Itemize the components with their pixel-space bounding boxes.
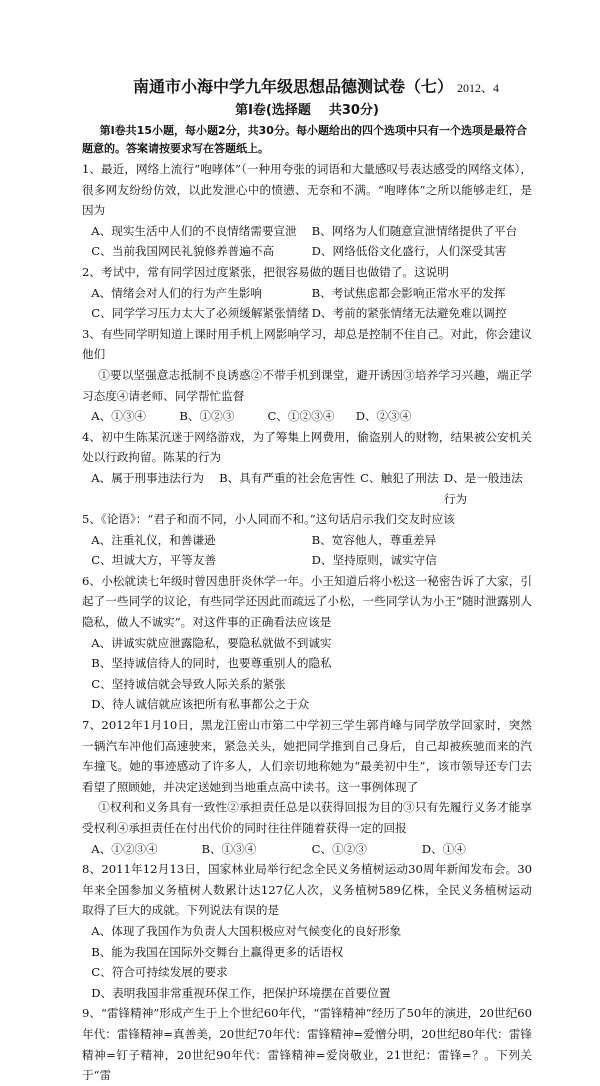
option-d: D、网络低俗文化盛行，人们深受其害 (311, 244, 507, 259)
exam-date: 2012、4 (457, 81, 500, 95)
section-heading (82, 101, 532, 121)
option-row (82, 303, 532, 324)
question-stem: 6、小松就读七年级时曾因患肝炎休学一年。小王知道后将小松这一秘密告诉了大家，引起了一些同学的议论，有些同学还因此而疏远了小松，一些同学认为小王“随时泄露别人隐私，做人不诚实”。对这件事的正确看法应该是 (82, 573, 532, 630)
question-9 (82, 1003, 532, 1085)
option-b: B、①②③ (179, 409, 235, 424)
option-row (82, 839, 532, 860)
question-stem: 5、《论语》：“君子和而不同，小人同而不和。”这句话启示我们交友时应该 (82, 512, 455, 527)
instructions: 第Ⅰ卷共15小题，每小题2分，共30分。每小题给出的四个选项中只有一个选项是最符合题意的。答案请按要求写在答题纸上。 (82, 124, 527, 155)
section-points: 共30分) (328, 103, 379, 118)
option-b: B、①③④ (201, 841, 257, 856)
question-stem: 3、有些同学明知道上课时用手机上网影响学习，却总是控制不住自己。对此，你会建议他们 (82, 326, 532, 362)
option-c: C、触犯了刑法 (360, 470, 439, 485)
question-stem: 2、考试中，常有同学因过度紧张，把很容易做的题目也做错了。这说明 (82, 264, 449, 279)
question-stem: 9、“雷锋精神”形成产生于上个世纪60年代，“雷锋精神”经历了50年的演进，20世纪60年代：雷锋精神=真善美，20世纪70年代：雷锋精神=爱憎分明，20世纪80年代：雷锋精神=钉子精神，20世纪90年代：雷锋精神=爱岗敬业，21世纪：雷锋=？。下列关于“雷 (82, 1006, 532, 1083)
option-row (82, 241, 532, 262)
option-row (82, 550, 532, 571)
title-text: 南通市小海中学九年级思想品德测试卷（七） (132, 77, 453, 96)
option-d: D、表明我国非常重视环保工作，把保护环境摆在首要位置 (91, 985, 391, 1000)
option-d: D、考前的紧张情绪无法避免难以调控 (311, 306, 507, 321)
option-c: C、坚持诚信就会导致人际关系的紧张 (91, 676, 286, 691)
option-b: B、网络为人们随意宣泄情绪提供了平台 (311, 223, 518, 238)
option-b: B、具有严重的社会危害性 (219, 470, 356, 485)
question-7 (82, 715, 532, 859)
option-c: C、坦诚大方，平等友善 (91, 553, 217, 568)
option-row (82, 406, 532, 427)
option-row (82, 283, 532, 304)
exam-title (100, 76, 532, 99)
option-d: D、待人诚信就应该把所有私事都公之于众 (91, 697, 310, 712)
option-d: D、坚持原则，诚实守信 (311, 553, 437, 568)
option-a: A、注重礼仪，和善谦逊 (91, 532, 216, 547)
question-4 (82, 427, 532, 509)
option-a: A、情绪会对人们的行为产生影响 (91, 285, 262, 300)
option-b: B、坚持诚信待人的同时，也要尊重别人的隐私 (91, 656, 332, 671)
option-c: C、①②③ (311, 841, 367, 856)
question-6 (82, 571, 532, 715)
option-row (82, 468, 532, 509)
question-1 (82, 159, 532, 262)
option-a: A、体现了我国作为负责人大国积极应对气候变化的良好形象 (91, 923, 402, 938)
question-stem: 1、最近，网络上流行“咆哮体”（一种用夸张的词语和大量感叹号表达感受的网络文体），很多网友纷纷仿效，以此发泄心中的愤懑、无奈和不满。“咆哮体”之所以能够走红，是因为 (82, 162, 532, 218)
question-statements: ①要以坚强意志抵制不良诱惑②不带手机到课堂，避开诱因③培养学习兴趣，端正学习态度④请老师、同学帮忙监督 (82, 367, 532, 403)
option-a: A、属于刑事违法行为 (91, 470, 204, 485)
section-name: 第Ⅰ卷(选择题 (235, 103, 311, 118)
option-c: C、符合可持续发展的要求 (91, 965, 228, 980)
option-b: B、宽容他人，尊重差异 (311, 532, 437, 547)
option-c: C、同学学习压力太大了必须缓解紧张情绪 (91, 306, 309, 321)
question-stem: 4、初中生陈某沉迷于网络游戏，为了筹集上网费用，偷盗别人的财物，结果被公安机关处以行政拘留。陈某的行为 (82, 429, 532, 465)
option-a: A、讲诚实就应泄露隐私，要隐私就做不到诚实 (91, 635, 332, 650)
question-statements: ①权利和义务具有一致性②承担责任总是以获得回报为目的③只有先履行义务才能享受权利④承担责任在付出代价的同时往往伴随着获得一定的回报 (82, 800, 532, 835)
option-c: C、①②③④ (267, 409, 335, 424)
option-row (82, 221, 532, 242)
option-c: C、当前我国网民礼貌修养普遍不高 (91, 244, 275, 259)
question-2 (82, 262, 532, 324)
question-stem: 7、2012年1月10日，黑龙江密山市第二中学初三学生郭肖峰与同学放学回家时，突然一辆汽车冲他们高速驶来，紧急关头，她把同学推到自己身后，自己却被疾驰而来的汽车撞飞。她的事迹感动了许多人，人们亲切地称她为“最美初中生”，该市领导还专门去看望了照顾她，并决定送她到当地重点高中读书。这一事例体现了 (82, 718, 532, 794)
option-d: D、②③④ (355, 409, 412, 424)
question-5 (82, 509, 532, 571)
option-row (82, 530, 532, 551)
option-a: A、现实生活中人们的不良情绪需要宣泄 (91, 223, 297, 238)
option-b: B、考试焦虑都会影响正常水平的发挥 (311, 285, 506, 300)
question-3 (82, 324, 532, 427)
option-d: D、是一般违法行为 (443, 470, 523, 506)
option-a: A、①②③④ (91, 841, 158, 856)
question-stem: 8、2011年12月13日，国家林业局举行纪念全民义务植树运动30周年新闻发布会。30年来全国参加义务植树人数累计达127亿人次，义务植树589亿株，全民义务植树运动取得了巨大的成就。下列说法有误的是 (82, 862, 532, 918)
option-a: A、①③④ (91, 409, 147, 424)
option-b: B、能为我国在国际外交舞台上赢得更多的话语权 (91, 944, 344, 959)
option-d: D、①④ (421, 841, 466, 856)
question-8 (82, 859, 532, 1003)
